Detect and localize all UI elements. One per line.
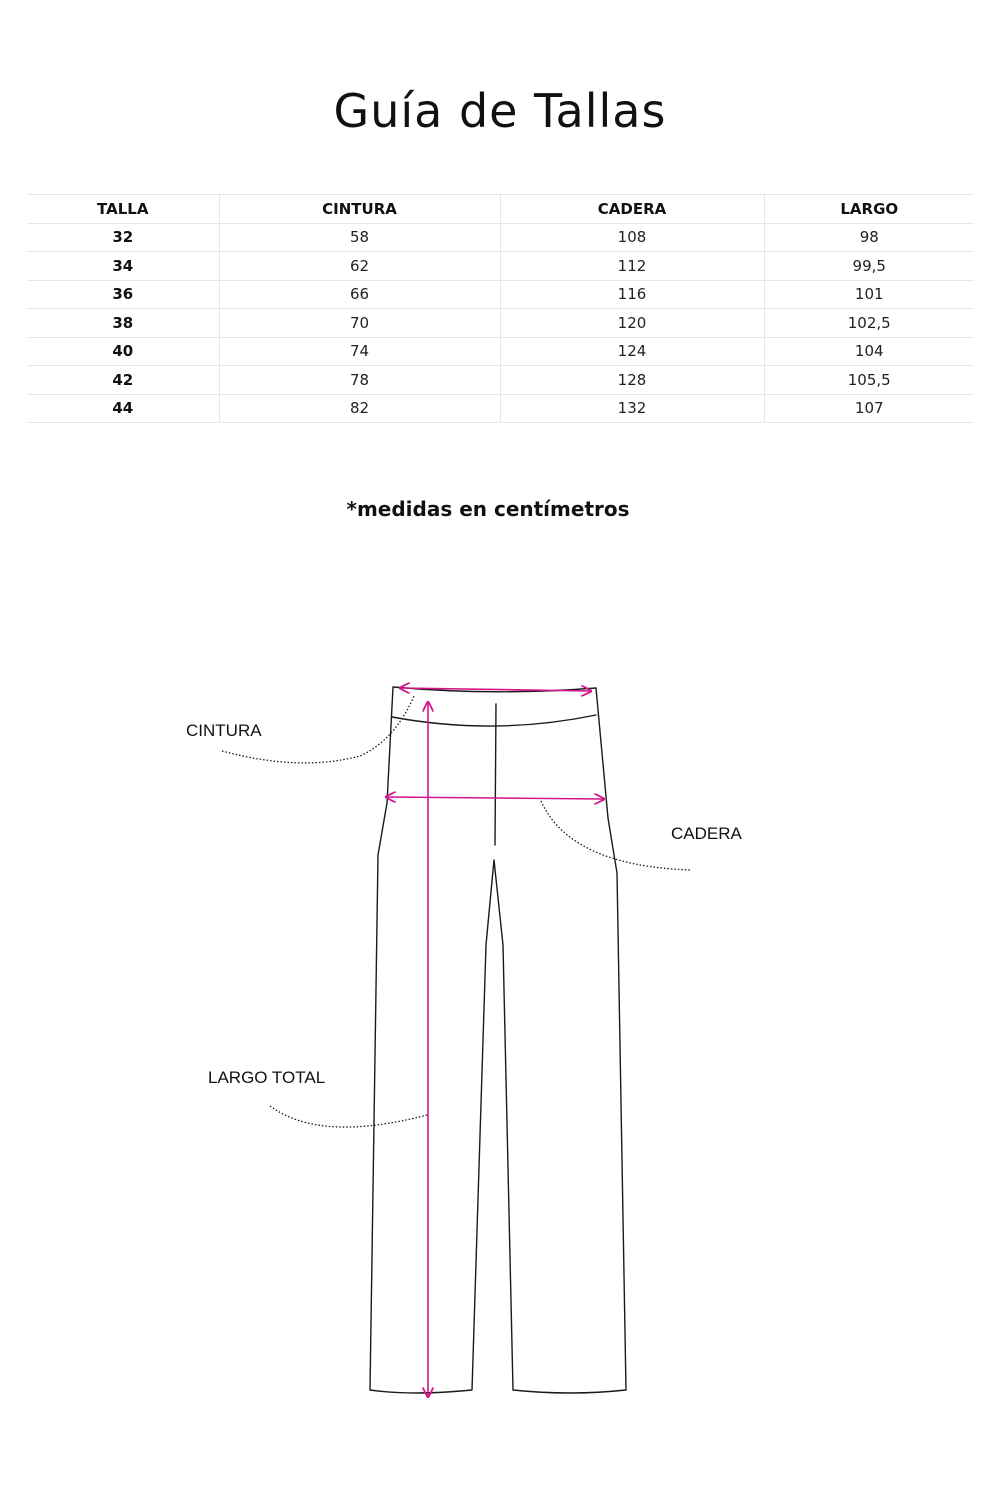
cell-talla: 36 <box>27 280 219 309</box>
column-header-largo: LARGO <box>764 195 974 224</box>
cell-talla: 40 <box>27 337 219 366</box>
column-header-cintura: CINTURA <box>219 195 500 224</box>
cell-talla: 34 <box>27 252 219 281</box>
cell-cintura: 62 <box>219 252 500 281</box>
cell-largo: 101 <box>764 280 974 309</box>
label-cintura: CINTURA <box>186 721 262 740</box>
cell-cadera: 116 <box>500 280 764 309</box>
cell-talla: 38 <box>27 309 219 338</box>
hip-measure-line <box>386 797 604 799</box>
waistband-seam <box>392 715 596 726</box>
cell-largo: 104 <box>764 337 974 366</box>
cell-cintura: 66 <box>219 280 500 309</box>
cell-cintura: 58 <box>219 223 500 252</box>
column-header-talla: TALLA <box>27 195 219 224</box>
pants-outline <box>370 687 626 1393</box>
page-title: Guía de Tallas <box>333 84 667 138</box>
cell-largo: 98 <box>764 223 974 252</box>
cell-cadera: 108 <box>500 223 764 252</box>
cell-talla: 44 <box>27 394 219 423</box>
cell-cintura: 82 <box>219 394 500 423</box>
largo-leader <box>270 1106 427 1127</box>
cell-talla: 42 <box>27 366 219 395</box>
cell-cadera: 128 <box>500 366 764 395</box>
label-largo-total: LARGO TOTAL <box>208 1068 326 1087</box>
cell-cintura: 74 <box>219 337 500 366</box>
label-cadera: CADERA <box>671 824 742 843</box>
cell-cintura: 70 <box>219 309 500 338</box>
cell-cintura: 78 <box>219 366 500 395</box>
cell-cadera: 132 <box>500 394 764 423</box>
cell-largo: 107 <box>764 394 974 423</box>
cell-cadera: 120 <box>500 309 764 338</box>
cell-largo: 102,5 <box>764 309 974 338</box>
cell-talla: 32 <box>27 223 219 252</box>
column-header-cadera: CADERA <box>500 195 764 224</box>
cell-cadera: 124 <box>500 337 764 366</box>
units-note: *medidas en centímetros <box>346 497 630 521</box>
cell-largo: 105,5 <box>764 366 974 395</box>
cell-cadera: 112 <box>500 252 764 281</box>
center-seam <box>495 704 496 845</box>
cell-largo: 99,5 <box>764 252 974 281</box>
cadera-leader <box>541 801 691 870</box>
